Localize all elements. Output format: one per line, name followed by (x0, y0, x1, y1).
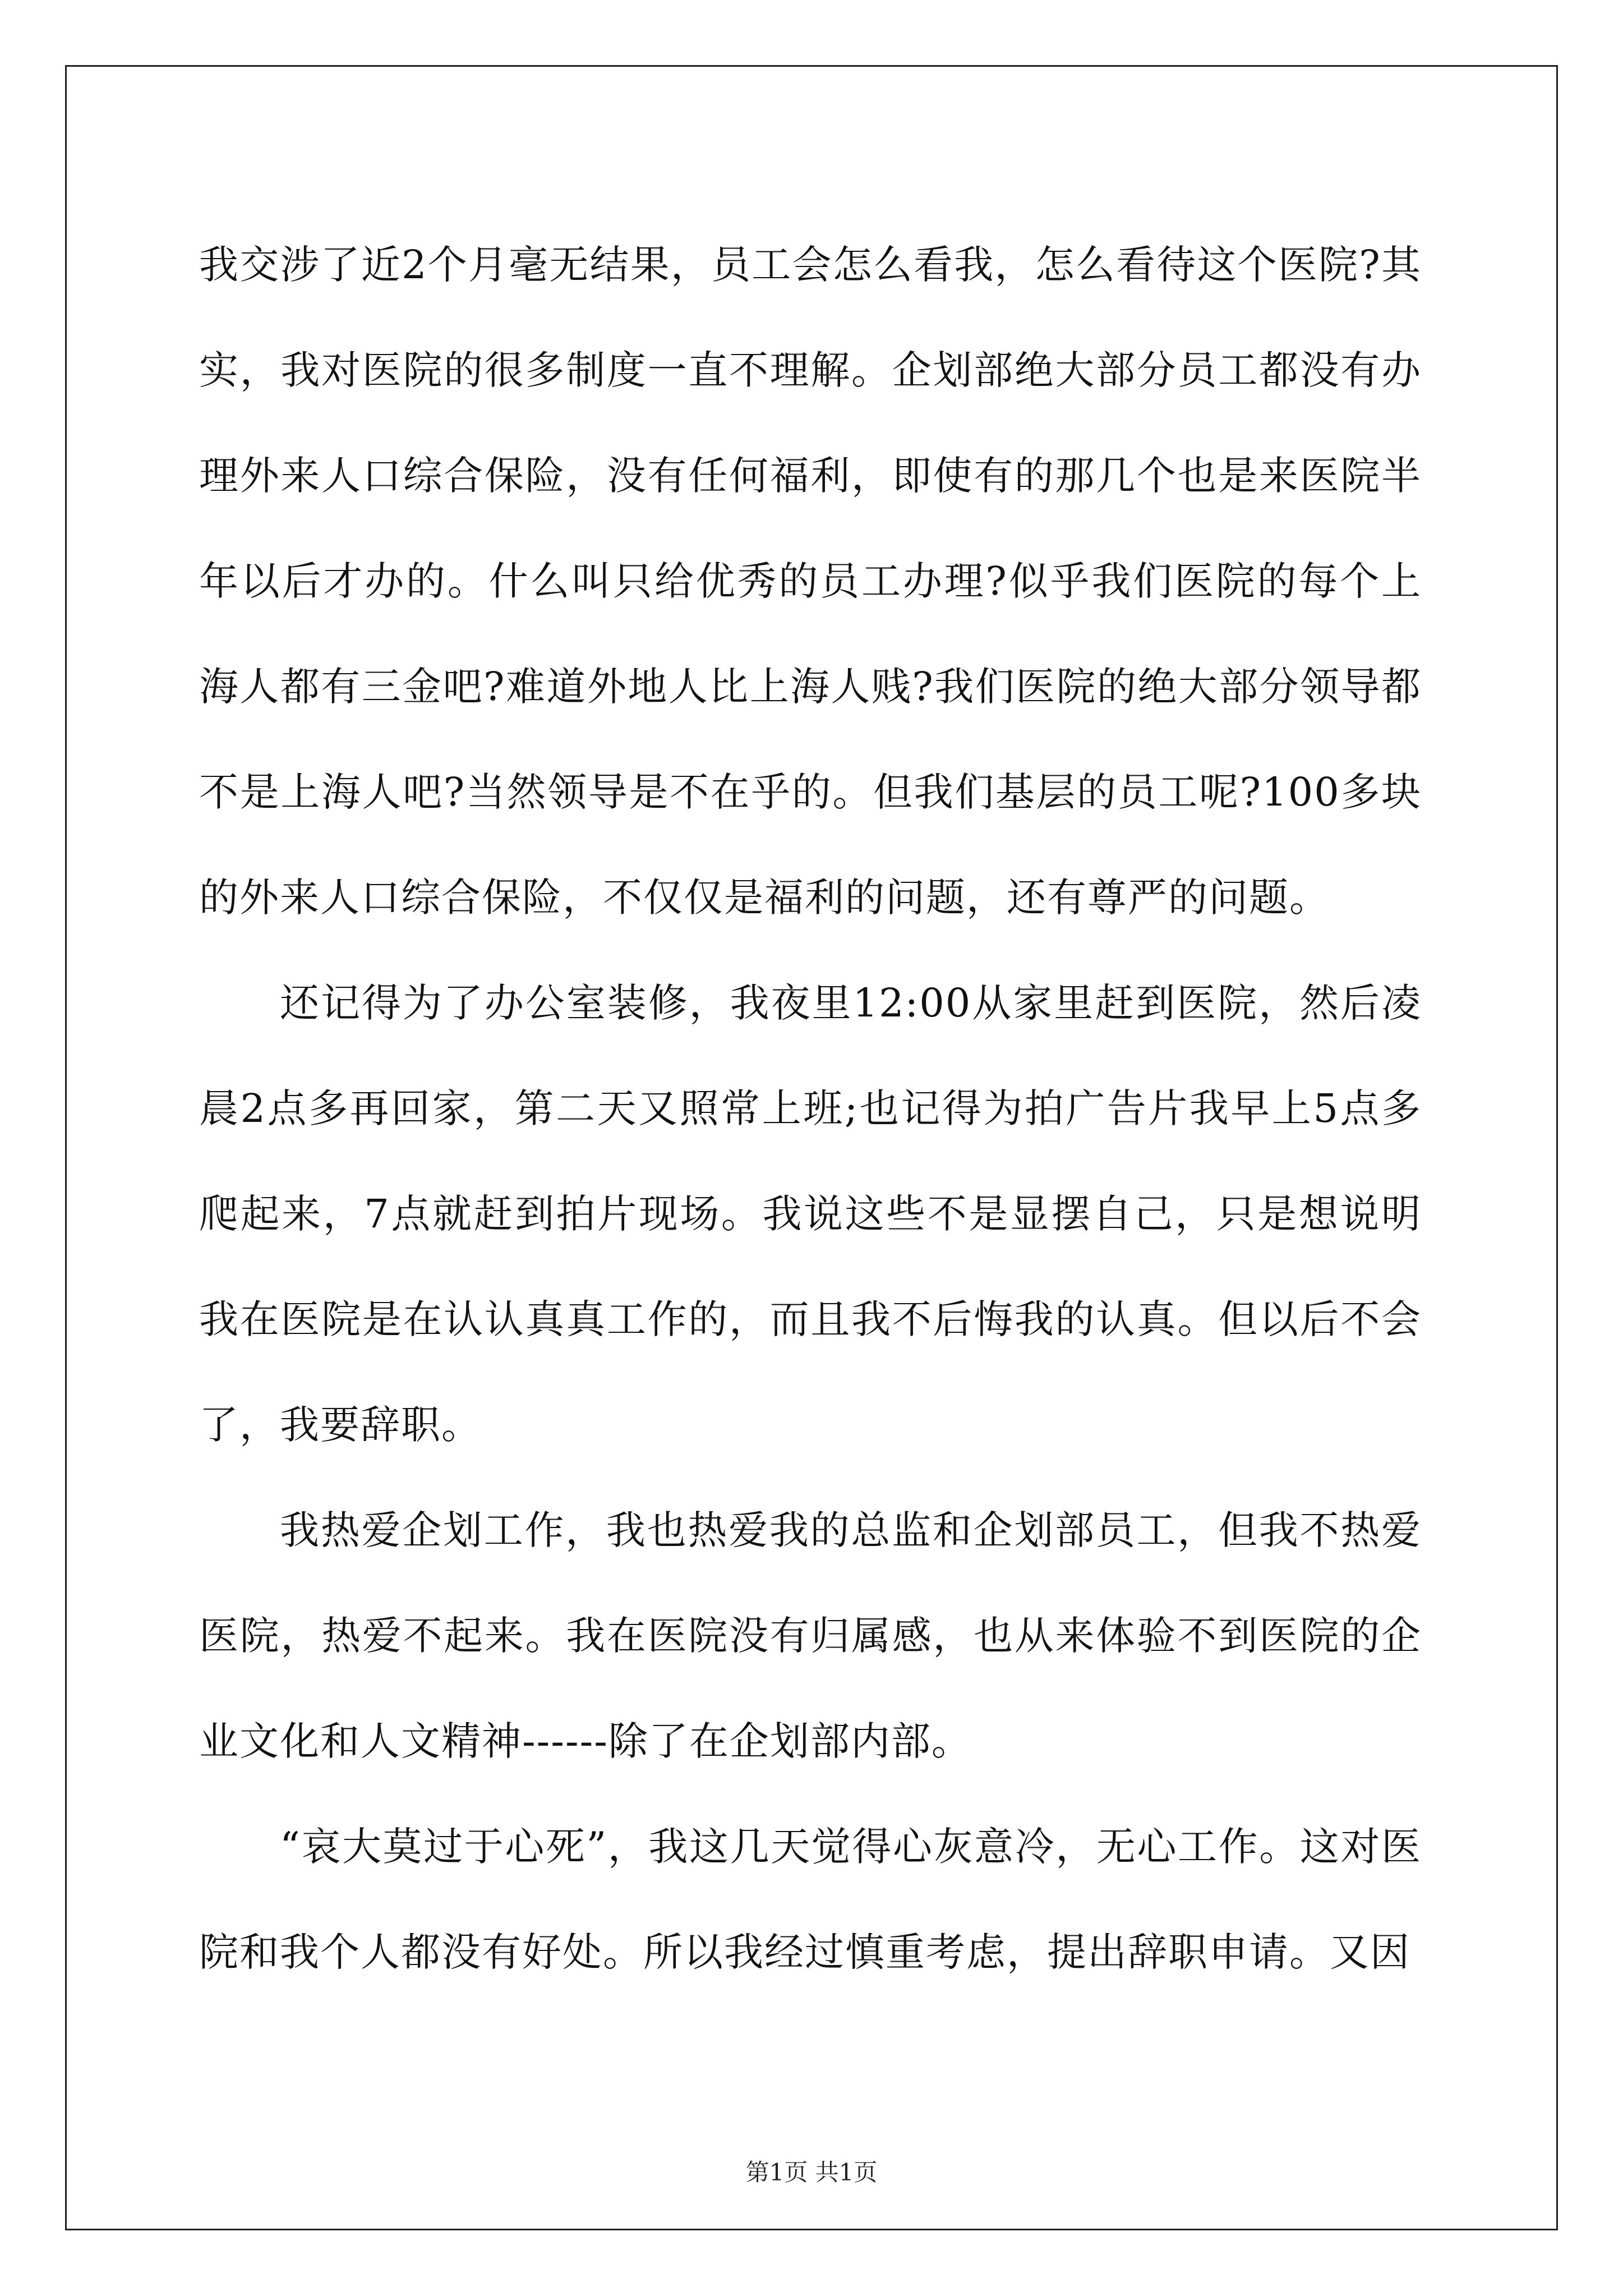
paragraph: 我交涉了近2个月毫无结果，员工会怎么看我，怎么看待这个医院?其实，我对医院的很多制度一直不理解。企划部绝大部分员工都没有办理外来人口综合保险，没有任何福利，即使有的那几个也是来医院半年以后才办的。什么叫只给优秀的员工办理?似乎我们医院的每个上海人都有三金吧?难道外地人比上海人贱?我们医院的绝大部分领导都不是上海人吧?当然领导是不在乎的。但我们基层的员工呢?100多块的外来人口综合保险，不仅仅是福利的问题，还有尊严的问题。 (199, 242, 1422, 921)
paragraph: “哀大莫过于心死”，我这几天觉得心灰意冷，无心工作。这对医院和我个人都没有好处。所以我经过慎重考虑，提出辞职申请。又因 (199, 1824, 1422, 1975)
paragraph: 还记得为了办公室装修，我夜里12:00从家里赶到医院，然后凌晨2点多再回家，第二天又照常上班;也记得为拍广告片我早上5点多爬起来，7点就赶到拍片现场。我说这些不是显摆自己，只是想说明我在医院是在认认真真工作的，而且我不后悔我的认真。但以后不会了，我要辞职。 (199, 980, 1422, 1448)
document-body (199, 212, 1422, 2005)
page-footer: 第1页 共1页 (745, 2159, 878, 2186)
paragraph: 我热爱企划工作，我也热爱我的总监和企划部员工，但我不热爱医院，热爱不起来。我在医院没有归属感，也从来体验不到医院的企业文化和人文精神------除了在企划部内部。 (199, 1507, 1422, 1764)
